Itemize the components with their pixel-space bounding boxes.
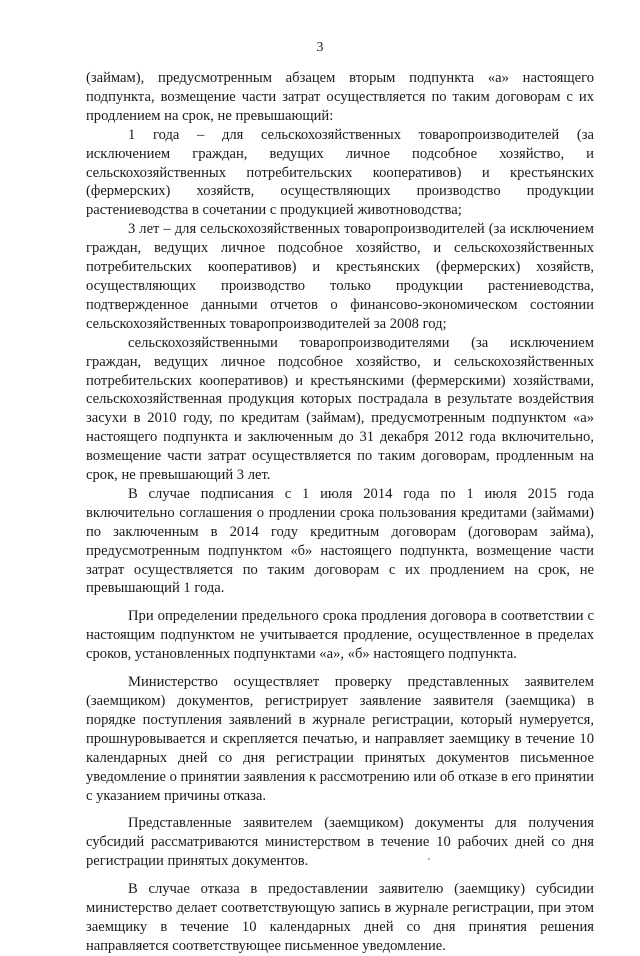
paragraph-three-year-term: 3 лет – для сельскохозяйственных товаропроизводителей (за исключением граждан, ведущих личное подсобное хозяйство, и сельскохозяйственных потребительских кооперативов) и крестьянских (фермерских) хозяйств, осуществляющих производство только продукции растениеводства, подтвержденное данными отчетов о финансово-экономическом состоянии сельскохозяйственных товаропроизводителей за 2008 год;	[86, 221, 594, 332]
document-body	[86, 69, 594, 956]
paragraph-term-determination: При определении предельного срока продления договора в соответствии с настоящим подпунктом не учитывается продление, осуществленное в пределах сроков, установленных подпунктами «а», «б» настоящего подпункта.	[86, 608, 594, 663]
paragraph-refusal-notice: В случае отказа в предоставлении заявителю (заемщику) субсидии министерство делает соответствующую запись в журнале регистрации, при этом заемщику в течение 10 календарных дней со дня принятия решения направляется соответствующее письменное уведомление.	[86, 881, 594, 954]
page-number: 3	[316, 40, 324, 55]
paragraph-review-period: Представленные заявителем (заемщиком) документы для получения субсидий рассматриваются министерством в течение 10 рабочих дней со дня регистрации принятых документов.	[86, 815, 594, 870]
paragraph-one-year-term: 1 года – для сельскохозяйственных товаропроизводителей (за исключением граждан, ведущих личное подсобное хозяйство, и сельскохозяйственных потребительских кооперативов) и крестьянских (фермерских) хозяйств, осуществляющих производство продукции растениеводства в сочетании с продукцией животноводства;	[86, 126, 594, 219]
paragraph-continuation: (займам), предусмотренным абзацем вторым подпункта «а» настоящего подпункта, возмещение части затрат осуществляется по таким договорам с их продлением на срок, не превышающий:	[86, 70, 594, 124]
paragraph-drought-affected: сельскохозяйственными товаропроизводителями (за исключением граждан, ведущих личное подсобное хозяйство, и сельскохозяйственных потребительских кооперативов) и крестьянскими (фермерскими) хозяйствами, сельскохозяйственная продукция которых пострадала в результате воздействия засухи в 2010 году, по кредитам (займам), предусмотренным подпунктом «а» настоящего подпункта и заключенным до 31 декабря 2012 года включительно, возмещение части затрат осуществляется по таким договорам, продленным на срок, не превышающий 3 лет.	[86, 334, 594, 484]
paragraph-ministry-verification: Министерство осуществляет проверку представленных заявителем (заемщиком) документов, регистрирует заявление заявителя (заемщика) в порядке поступления заявлений в журнале регистрации, который нумеруется, прошнуровывается и скрепляется печатью, и направляет заемщику в течение 10 календарных дней со дня регистрации принятых документов письменное уведомление о принятии заявления к рассмотрению или об отказе в его принятии с указанием причины отказа.	[86, 674, 594, 804]
paragraph-2014-extension: В случае подписания с 1 июля 2014 года по 1 июля 2015 года включительно соглашения о продлении срока пользования кредитами (займами) по заключенным в 2014 году кредитным договорам (договорам займа), предусмотренным подпунктом «б» настоящего подпункта, возмещение части затрат осуществляется по таким договорам с их продлением на срок, не превышающий 1 года.	[86, 485, 594, 597]
scan-speck	[428, 858, 430, 860]
